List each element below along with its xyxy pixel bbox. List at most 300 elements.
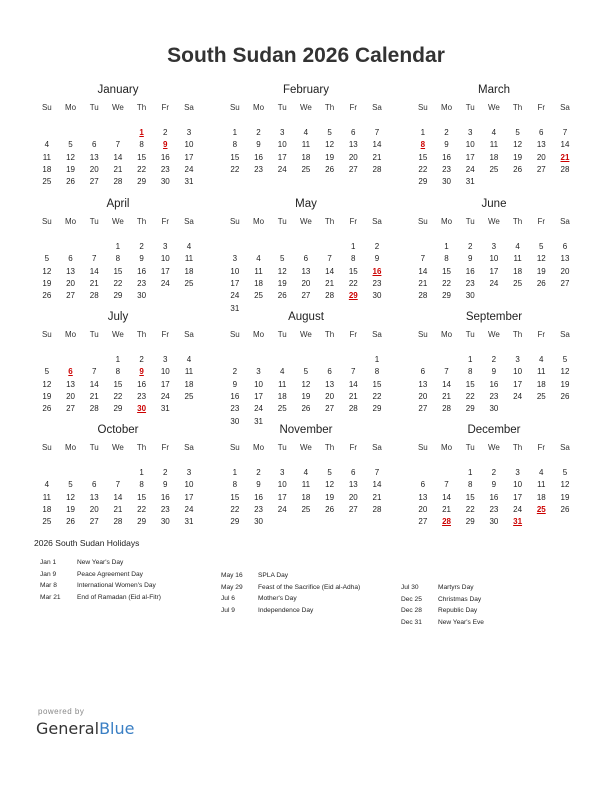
day-cell: 2 bbox=[467, 241, 473, 251]
day-cell: 26 bbox=[325, 164, 335, 174]
month-name: August bbox=[288, 311, 324, 323]
grid-spacer bbox=[294, 454, 318, 466]
day-cell: 21 bbox=[89, 391, 99, 401]
day-cell: 17 bbox=[160, 266, 170, 276]
day-cell: 27 bbox=[348, 164, 358, 174]
day-cell: 21 bbox=[418, 278, 428, 288]
grid-spacer bbox=[59, 114, 83, 126]
day-cell: 20 bbox=[301, 278, 311, 288]
day-cell: 28 bbox=[113, 177, 123, 187]
weekday-header: Tu bbox=[277, 330, 287, 339]
day-cell: 27 bbox=[560, 278, 570, 288]
day-cell: 25 bbox=[277, 404, 287, 414]
holiday-row bbox=[221, 593, 360, 605]
empty-day-cell bbox=[294, 354, 318, 366]
day-cell: 9 bbox=[444, 140, 449, 150]
day-cell: 14 bbox=[89, 379, 99, 389]
day-cell: 11 bbox=[278, 379, 287, 389]
day-cell: 27 bbox=[66, 404, 75, 414]
day-cell: 22 bbox=[230, 164, 240, 174]
brand-logo bbox=[36, 719, 134, 738]
grid-spacer bbox=[35, 341, 59, 353]
day-cell: 18 bbox=[513, 266, 523, 276]
day-cell: 23 bbox=[160, 504, 170, 514]
day-cell: 1 bbox=[467, 354, 473, 364]
holiday-date: Dec 31 bbox=[401, 618, 422, 626]
empty-day-cell bbox=[341, 354, 365, 366]
weekday-header: Mo bbox=[440, 217, 453, 226]
day-cell: 16 bbox=[465, 266, 475, 276]
grid-spacer bbox=[553, 228, 577, 240]
day-cell: 19 bbox=[301, 391, 311, 401]
weekday-header: Fr bbox=[349, 443, 358, 452]
weekday-header: Fr bbox=[349, 330, 358, 339]
day-cell: 17 bbox=[465, 152, 475, 162]
day-cell: 12 bbox=[277, 266, 287, 276]
day-cell: 12 bbox=[325, 140, 335, 150]
day-cell: 29 bbox=[418, 177, 428, 187]
day-cell: 2 bbox=[256, 467, 261, 477]
day-cell: 11 bbox=[513, 254, 522, 264]
day-cell: 8 bbox=[115, 367, 121, 377]
day-cell: 31 bbox=[184, 517, 194, 527]
day-cell: 5 bbox=[515, 127, 520, 137]
holiday-list-title: 2026 South Sudan Holidays bbox=[34, 538, 140, 548]
weekday-header: Sa bbox=[184, 217, 194, 226]
day-cell: 19 bbox=[66, 504, 75, 514]
day-cell: 15 bbox=[113, 379, 123, 389]
weekday-header: Fr bbox=[161, 217, 170, 226]
day-cell: 7 bbox=[444, 367, 449, 377]
month-november bbox=[223, 422, 389, 529]
day-cell: 8 bbox=[444, 254, 449, 264]
holiday-name: SPLA Day bbox=[258, 572, 289, 579]
weekday-header: We bbox=[487, 103, 500, 112]
day-cell: 14 bbox=[372, 480, 382, 490]
day-cell: 17 bbox=[184, 492, 194, 502]
weekday-header: Mo bbox=[252, 103, 265, 112]
day-cell: 11 bbox=[254, 266, 263, 276]
day-cell: 3 bbox=[186, 467, 192, 477]
day-cell: 7 bbox=[115, 140, 121, 150]
empty-day-cell bbox=[318, 241, 342, 253]
day-cell: 22 bbox=[465, 391, 475, 401]
grid-spacer bbox=[223, 228, 247, 240]
day-cell: 14 bbox=[113, 152, 123, 162]
day-cell: 18 bbox=[536, 492, 546, 502]
holiday-row bbox=[401, 594, 484, 606]
grid-spacer bbox=[82, 228, 106, 240]
holiday-date: Jan 1 bbox=[40, 559, 57, 566]
day-cell: 18 bbox=[301, 492, 311, 502]
day-cell: 5 bbox=[303, 367, 309, 377]
day-cell: 17 bbox=[277, 152, 287, 162]
day-cell: 10 bbox=[489, 254, 499, 264]
weekday-header: Tu bbox=[277, 443, 287, 452]
grid-spacer bbox=[35, 454, 59, 466]
day-cell: 23 bbox=[137, 278, 147, 288]
day-cell: 11 bbox=[537, 480, 546, 490]
day-cell: 31 bbox=[230, 303, 240, 313]
month-grid bbox=[411, 216, 577, 303]
empty-day-cell bbox=[35, 241, 59, 253]
day-cell: 10 bbox=[160, 367, 170, 377]
day-cell: 30 bbox=[254, 517, 263, 527]
day-cell: 8 bbox=[139, 480, 144, 490]
day-cell: 9 bbox=[491, 480, 497, 490]
day-cell: 7 bbox=[420, 254, 426, 264]
holiday-name: International Women's Day bbox=[77, 582, 156, 590]
day-cell: 26 bbox=[66, 517, 75, 527]
day-cell: 27 bbox=[418, 404, 428, 414]
day-cell: 12 bbox=[66, 152, 75, 162]
day-cell: 5 bbox=[279, 254, 285, 264]
day-cell: 4 bbox=[44, 480, 50, 490]
day-cell: 10 bbox=[160, 254, 170, 264]
day-cell: 15 bbox=[465, 379, 475, 389]
day-cell: 19 bbox=[536, 266, 546, 276]
grid-spacer bbox=[223, 114, 247, 126]
day-cell: 20 bbox=[89, 164, 99, 174]
day-cell: 14 bbox=[348, 379, 358, 389]
day-cell: 18 bbox=[42, 504, 52, 514]
grid-spacer bbox=[270, 341, 294, 353]
day-cell: 19 bbox=[42, 278, 52, 288]
day-cell: 27 bbox=[89, 177, 99, 187]
grid-spacer bbox=[130, 228, 154, 240]
day-cell: 4 bbox=[515, 241, 520, 251]
day-cell: 3 bbox=[279, 467, 285, 477]
weekday-header: Su bbox=[41, 330, 52, 339]
weekday-header: Mo bbox=[64, 443, 77, 452]
holiday-row bbox=[221, 582, 360, 594]
day-cell: 16 bbox=[160, 492, 170, 502]
grid-spacer bbox=[270, 228, 294, 240]
weekday-header: Th bbox=[136, 103, 147, 112]
day-cell: 6 bbox=[351, 467, 356, 477]
weekday-header: Sa bbox=[184, 330, 194, 339]
weekday-header: Su bbox=[229, 443, 240, 452]
grid-spacer bbox=[130, 114, 154, 126]
day-cell: 25 bbox=[301, 504, 311, 514]
holiday-name: Peace Agreement Day bbox=[77, 570, 143, 578]
day-cell: 2 bbox=[139, 354, 144, 364]
holiday-row bbox=[401, 605, 484, 617]
day-cell: 14 bbox=[560, 140, 570, 150]
day-cell: 19 bbox=[66, 164, 75, 174]
day-cell: 25 bbox=[184, 278, 194, 288]
weekday-header: Th bbox=[136, 330, 147, 339]
day-cell: 3 bbox=[515, 354, 520, 364]
day-cell: 29 bbox=[230, 517, 240, 527]
weekday-header: Tu bbox=[277, 103, 287, 112]
day-cell: 30 bbox=[230, 416, 240, 426]
day-cell: 27 bbox=[536, 164, 546, 174]
grid-spacer bbox=[177, 228, 201, 240]
day-cell: 2 bbox=[491, 354, 497, 364]
day-cell: 4 bbox=[186, 354, 192, 364]
day-cell: 20 bbox=[325, 391, 335, 401]
empty-day-cell bbox=[106, 467, 130, 479]
weekday-header: Mo bbox=[64, 103, 77, 112]
day-cell: 31 bbox=[465, 177, 475, 187]
day-cell: 5 bbox=[562, 467, 568, 477]
day-cell: 21 bbox=[113, 164, 123, 174]
month-may bbox=[223, 196, 389, 315]
day-cell: 14 bbox=[372, 140, 382, 150]
month-october bbox=[35, 422, 201, 529]
day-cell: 7 bbox=[374, 127, 380, 137]
weekday-header: We bbox=[299, 217, 312, 226]
day-cell: 13 bbox=[66, 379, 75, 389]
day-cell: 26 bbox=[513, 164, 523, 174]
day-cell: 5 bbox=[562, 354, 568, 364]
grid-spacer bbox=[318, 454, 342, 466]
day-cell: 24 bbox=[513, 391, 523, 401]
day-cell: 23 bbox=[254, 164, 263, 174]
grid-spacer bbox=[59, 228, 83, 240]
day-cell: 11 bbox=[42, 492, 51, 502]
holiday-name: New Year's Day bbox=[77, 559, 124, 566]
day-cell: 30 bbox=[160, 177, 170, 187]
holiday-name: New Year's Eve bbox=[438, 618, 484, 626]
day-cell: 4 bbox=[186, 241, 192, 251]
month-grid bbox=[35, 329, 201, 416]
holiday-name: Independence Day bbox=[258, 606, 314, 614]
day-cell: 10 bbox=[184, 480, 194, 490]
day-cell: 24 bbox=[160, 391, 170, 401]
day-cell: 24 bbox=[184, 504, 194, 514]
weekday-header: Sa bbox=[184, 443, 194, 452]
day-cell: 26 bbox=[42, 291, 52, 301]
grid-spacer bbox=[35, 114, 59, 126]
brand-blue-text: Blue bbox=[99, 719, 135, 738]
day-cell: 30 bbox=[137, 291, 147, 301]
empty-day-cell bbox=[411, 241, 435, 253]
grid-spacer bbox=[153, 341, 177, 353]
day-cell: 3 bbox=[491, 241, 497, 251]
grid-spacer bbox=[247, 341, 271, 353]
day-cell: 16 bbox=[230, 391, 240, 401]
weekday-header: Su bbox=[41, 103, 52, 112]
grid-spacer bbox=[341, 114, 365, 126]
day-cell: 8 bbox=[351, 254, 356, 264]
weekday-header: Sa bbox=[184, 103, 194, 112]
day-cell: 18 bbox=[277, 391, 287, 401]
day-cell: 7 bbox=[444, 480, 449, 490]
day-cell: 19 bbox=[325, 152, 335, 162]
day-cell: 25 bbox=[513, 278, 523, 288]
grid-spacer bbox=[223, 341, 247, 353]
day-cell: 16 bbox=[254, 152, 263, 162]
day-cell: 18 bbox=[536, 379, 546, 389]
day-cell: 14 bbox=[418, 266, 428, 276]
weekday-header: Mo bbox=[64, 217, 77, 226]
weekday-header: We bbox=[111, 330, 124, 339]
grid-spacer bbox=[411, 341, 435, 353]
weekday-header: Fr bbox=[161, 443, 170, 452]
empty-day-cell bbox=[411, 467, 435, 479]
holiday-date: Jul 9 bbox=[221, 606, 235, 614]
weekday-header: Th bbox=[324, 330, 335, 339]
day-cell: 4 bbox=[491, 127, 497, 137]
month-grid bbox=[223, 442, 389, 529]
day-cell: 20 bbox=[418, 504, 428, 514]
day-cell: 7 bbox=[327, 254, 332, 264]
day-cell: 16 bbox=[137, 266, 147, 276]
empty-day-cell bbox=[435, 354, 459, 366]
day-cell: 28 bbox=[89, 291, 99, 301]
empty-day-cell bbox=[82, 127, 106, 139]
holiday-name: Christmas Day bbox=[438, 595, 482, 603]
day-cell: 21 bbox=[372, 492, 382, 502]
day-cell: 10 bbox=[277, 480, 287, 490]
holiday-day-cell: 29 bbox=[348, 291, 358, 301]
day-cell: 8 bbox=[139, 140, 144, 150]
day-cell: 12 bbox=[536, 254, 546, 264]
day-cell: 11 bbox=[301, 140, 311, 150]
day-cell: 15 bbox=[465, 492, 475, 502]
day-cell: 24 bbox=[465, 164, 475, 174]
grid-spacer bbox=[177, 454, 201, 466]
day-cell: 6 bbox=[420, 480, 426, 490]
day-cell: 9 bbox=[139, 254, 144, 264]
day-cell: 25 bbox=[184, 391, 194, 401]
day-cell: 8 bbox=[232, 140, 238, 150]
grid-spacer bbox=[482, 454, 506, 466]
grid-spacer bbox=[153, 114, 177, 126]
holiday-name: Martyrs Day bbox=[438, 584, 474, 591]
month-grid bbox=[411, 329, 577, 416]
day-cell: 29 bbox=[137, 177, 147, 187]
day-cell: 22 bbox=[230, 504, 240, 514]
holiday-date: Dec 28 bbox=[401, 607, 422, 615]
holiday-day-cell: 30 bbox=[137, 404, 147, 414]
day-cell: 19 bbox=[513, 152, 523, 162]
day-cell: 13 bbox=[66, 266, 75, 276]
day-cell: 29 bbox=[113, 291, 123, 301]
grid-spacer bbox=[270, 114, 294, 126]
day-cell: 21 bbox=[325, 278, 335, 288]
holiday-date: Jul 30 bbox=[401, 584, 419, 591]
day-cell: 4 bbox=[256, 254, 261, 264]
day-cell: 24 bbox=[489, 278, 499, 288]
day-cell: 12 bbox=[42, 266, 52, 276]
grid-spacer bbox=[553, 341, 577, 353]
weekday-header: Sa bbox=[560, 217, 570, 226]
grid-spacer bbox=[529, 228, 553, 240]
day-cell: 13 bbox=[348, 140, 358, 150]
empty-day-cell bbox=[270, 354, 294, 366]
weekday-header: Sa bbox=[560, 330, 570, 339]
month-name: July bbox=[107, 311, 129, 323]
grid-spacer bbox=[435, 454, 459, 466]
day-cell: 5 bbox=[44, 367, 50, 377]
grid-spacer bbox=[153, 228, 177, 240]
grid-spacer bbox=[82, 114, 106, 126]
day-cell: 2 bbox=[256, 127, 261, 137]
day-cell: 29 bbox=[465, 517, 475, 527]
month-september bbox=[411, 309, 577, 416]
day-cell: 22 bbox=[442, 278, 451, 288]
weekday-header: Tu bbox=[89, 330, 99, 339]
day-cell: 7 bbox=[115, 480, 121, 490]
day-cell: 15 bbox=[137, 492, 147, 502]
day-cell: 25 bbox=[489, 164, 499, 174]
holiday-row bbox=[40, 569, 161, 581]
day-cell: 2 bbox=[139, 241, 144, 251]
day-cell: 27 bbox=[89, 517, 99, 527]
day-cell: 17 bbox=[513, 379, 523, 389]
day-cell: 31 bbox=[184, 177, 194, 187]
holiday-date: Dec 25 bbox=[401, 595, 422, 603]
grid-spacer bbox=[59, 341, 83, 353]
day-cell: 3 bbox=[256, 367, 261, 377]
holiday-row bbox=[221, 605, 360, 617]
day-cell: 5 bbox=[539, 241, 544, 251]
day-cell: 3 bbox=[163, 241, 168, 251]
day-cell: 5 bbox=[44, 254, 50, 264]
weekday-header: Tu bbox=[465, 443, 475, 452]
month-name: September bbox=[465, 311, 523, 323]
day-cell: 3 bbox=[186, 127, 192, 137]
day-cell: 15 bbox=[418, 152, 428, 162]
day-cell: 1 bbox=[115, 241, 121, 251]
day-cell: 1 bbox=[351, 241, 356, 251]
month-january bbox=[35, 82, 201, 189]
day-cell: 6 bbox=[327, 367, 332, 377]
day-cell: 7 bbox=[374, 467, 380, 477]
grid-spacer bbox=[553, 454, 577, 466]
day-cell: 3 bbox=[232, 254, 238, 264]
day-cell: 22 bbox=[113, 391, 123, 401]
day-cell: 10 bbox=[513, 367, 523, 377]
day-cell: 26 bbox=[560, 391, 570, 401]
day-cell: 6 bbox=[303, 254, 309, 264]
day-cell: 6 bbox=[91, 480, 97, 490]
day-cell: 15 bbox=[230, 152, 240, 162]
day-cell: 10 bbox=[184, 140, 194, 150]
day-cell: 3 bbox=[467, 127, 473, 137]
day-cell: 26 bbox=[325, 504, 335, 514]
grid-spacer bbox=[247, 114, 271, 126]
day-cell: 8 bbox=[467, 480, 473, 490]
day-cell: 30 bbox=[489, 517, 499, 527]
grid-spacer bbox=[458, 341, 482, 353]
grid-spacer bbox=[153, 454, 177, 466]
day-cell: 22 bbox=[372, 391, 382, 401]
holiday-name: End of Ramadan (Eid al-Fitr) bbox=[77, 593, 161, 601]
day-cell: 5 bbox=[327, 127, 332, 137]
weekday-header: We bbox=[299, 330, 312, 339]
month-april bbox=[35, 196, 201, 303]
day-cell: 2 bbox=[374, 241, 380, 251]
day-cell: 7 bbox=[91, 254, 97, 264]
month-grid bbox=[35, 216, 201, 303]
weekday-header: We bbox=[299, 443, 312, 452]
empty-day-cell bbox=[82, 354, 106, 366]
month-name: May bbox=[295, 198, 317, 210]
day-cell: 10 bbox=[230, 266, 240, 276]
day-cell: 1 bbox=[420, 127, 426, 137]
day-cell: 13 bbox=[560, 254, 570, 264]
grid-spacer bbox=[294, 114, 318, 126]
weekday-header: Sa bbox=[372, 217, 382, 226]
grid-spacer bbox=[106, 228, 130, 240]
day-cell: 12 bbox=[301, 379, 311, 389]
day-cell: 21 bbox=[442, 391, 451, 401]
weekday-header: Su bbox=[417, 217, 428, 226]
